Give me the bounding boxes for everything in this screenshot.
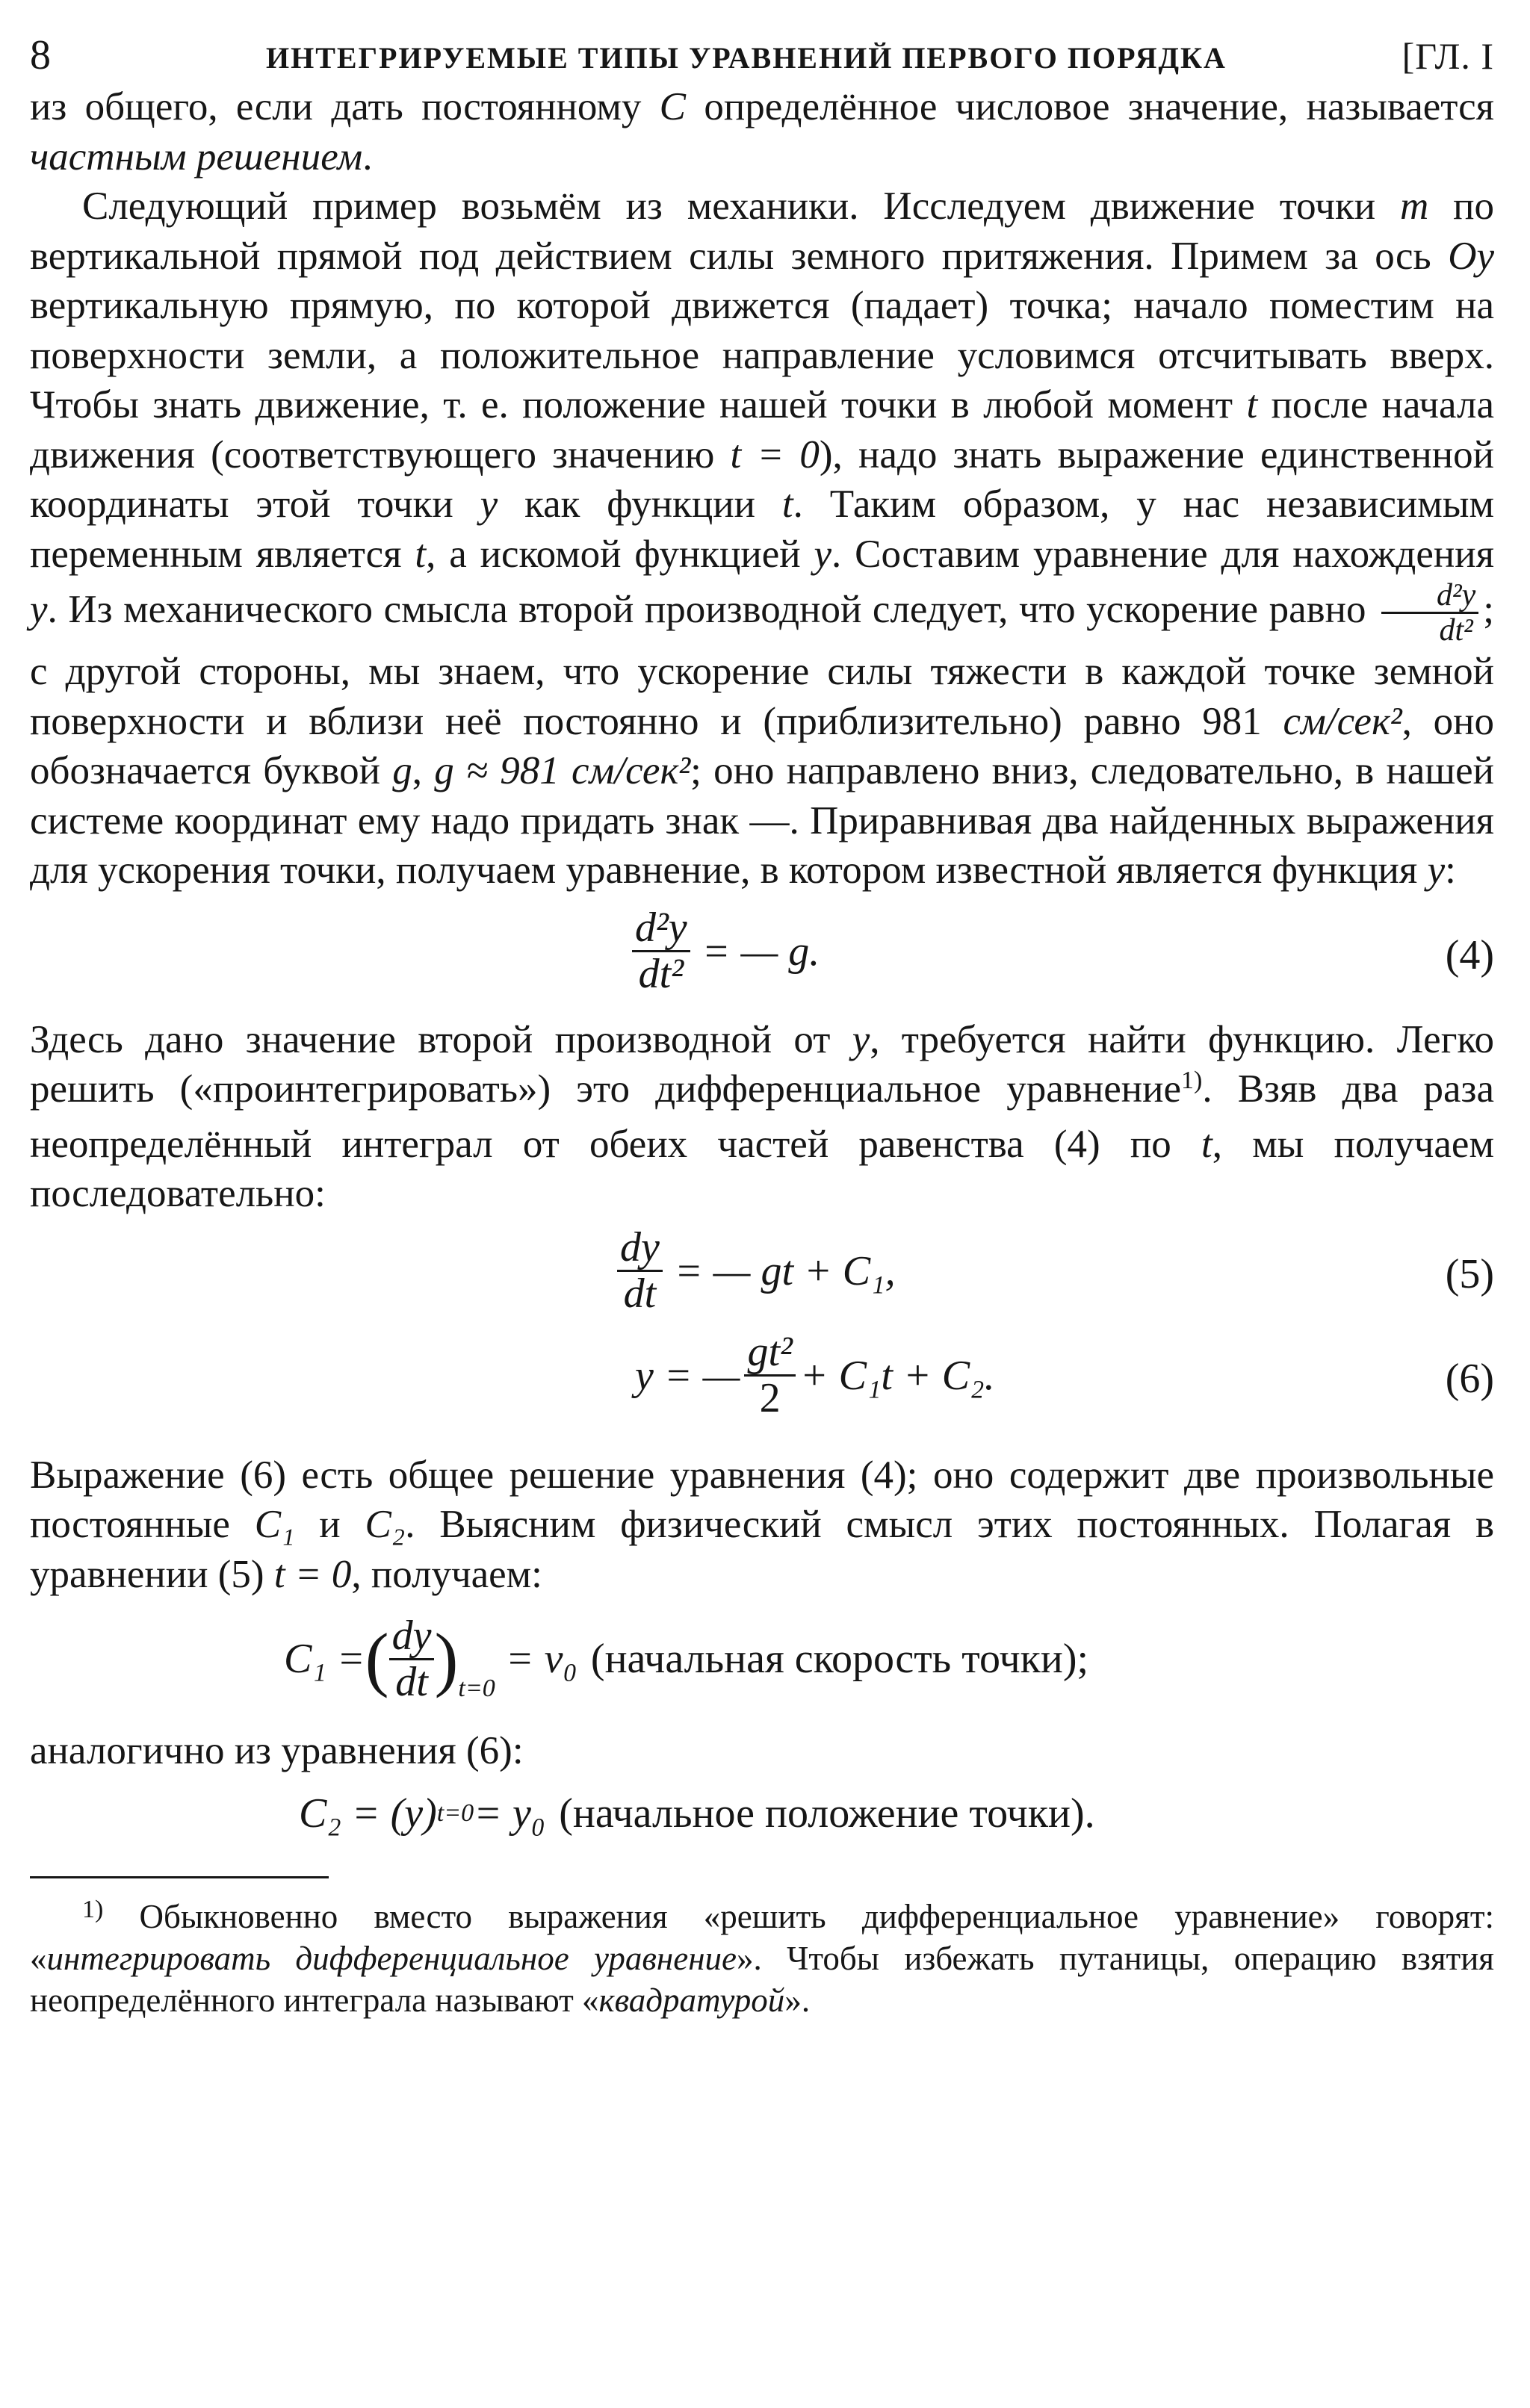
equation-5 [30, 1219, 1494, 1324]
text: , получаем: [351, 1552, 542, 1596]
footnote-mark: 1) [82, 1895, 104, 1923]
equation-rhs: + C₁t + C₂. [799, 1352, 995, 1399]
equation-rhs: = v₀ [505, 1636, 577, 1683]
var-t: t [1201, 1122, 1212, 1166]
text: : [1445, 848, 1456, 893]
equation-lhs: C₂ = (y) [299, 1790, 437, 1837]
var-y: y [814, 532, 832, 576]
fraction-denominator: dt [623, 1270, 657, 1318]
equation-number: (6) [1445, 1355, 1494, 1402]
inline-fraction-acceleration [1381, 579, 1478, 647]
text: . Составим уравнение для нахождения [831, 532, 1494, 576]
equation-note: (начальное положение точки). [559, 1790, 1095, 1837]
fraction [389, 1614, 435, 1704]
text: вертикальную прямую, по которой движется (падает) точка; начало поместим на поверхности земли, а положительное направление условимся отсчитывать вверх. Чтобы знать движение, т. е. положение нашей точки в любой момент [30, 284, 1494, 426]
text: ». Чтобы избежать путаницы, операцию взятия неопределённого интеграла называют « [30, 1939, 1495, 2019]
page-number: 8 [30, 32, 52, 78]
fraction-numerator: d²y [632, 906, 690, 952]
text: Выражение (6) есть общее решение уравнения (4); оно содержит две произвольные постоянные [30, 1453, 1494, 1547]
term-particular-solution: частным решением [30, 134, 363, 179]
text: . Из механического смысла второй производной следует, что ускорение равно [47, 587, 1378, 631]
text: после начала движения (соответствующего значению [30, 383, 1495, 477]
fraction-denominator: dt² [1439, 613, 1473, 648]
text: определённое числовое значение, называется [686, 85, 1494, 128]
t-equals-zero: t = 0 [273, 1552, 352, 1596]
book-page [30, 27, 1494, 2380]
running-title: ИНТЕГРИРУЕМЫЕ ТИПЫ УРАВНЕНИЙ ПЕРВОГО ПОРЯДКА [266, 41, 1227, 75]
const-c1: C₁ [254, 1503, 295, 1547]
fraction-numerator: gt² [744, 1330, 795, 1377]
fraction-numerator: dy [389, 1614, 435, 1660]
equation-note: (начальная скорость точки); [590, 1636, 1089, 1683]
var-y: y [1427, 848, 1446, 893]
footnote [30, 1889, 1494, 2021]
var-y: y [30, 587, 48, 631]
axis-oy: Oy [1448, 234, 1494, 278]
paragraph-analogously: аналогично из уравнения (6): [30, 1729, 524, 1773]
const-c2: C₂ [365, 1503, 406, 1547]
fraction [744, 1330, 795, 1421]
emphasis: квадратурой [598, 1981, 785, 2019]
equation-rhs: = y₀ [474, 1790, 546, 1837]
text: . Взяв два раза неопределённый интеграл от обеих частей равенства (4) по [30, 1067, 1494, 1166]
equation-4 [30, 896, 1494, 1008]
text: . [362, 134, 373, 179]
text: Следующий пример возьмём из механики. Исследуем движение точки [82, 184, 1400, 228]
text: из общего, если дать постоянному [30, 85, 660, 128]
fraction [632, 906, 690, 996]
var-g: g [392, 749, 412, 793]
chapter-marker: [ГЛ. I [1402, 35, 1494, 77]
text: , требуется найти функцию. Легко решить («проинтегрировать») это дифференциальное уравнение [30, 1017, 1494, 1111]
subscript: t=0 [436, 1799, 474, 1827]
paragraph-integration [30, 1015, 1494, 1219]
text: . Выясним физический смысл этих постоянных. Полагая в уравнении (5) [30, 1503, 1494, 1596]
var-t: t [781, 482, 793, 526]
text: , оно обозначается буквой [30, 699, 1494, 793]
subscript: t=0 [458, 1675, 495, 1703]
var-y: y [852, 1017, 870, 1061]
left-paren: ( [365, 1619, 389, 1699]
text: Здесь дано значение второй производной от [30, 1017, 852, 1061]
footnote-reference: 1) [1180, 1067, 1203, 1095]
right-paren: ) [434, 1619, 459, 1699]
t-equals-zero: t = 0 [730, 432, 820, 477]
paragraph-mechanics-example [30, 181, 1494, 896]
equation-lhs: C₁ = [284, 1636, 365, 1683]
var-t: t [415, 532, 427, 576]
var-m: m [1399, 184, 1429, 228]
text: , мы получаем последовательно: [30, 1122, 1494, 1216]
text: , [412, 749, 435, 793]
equation-rhs: = — g. [701, 928, 820, 975]
equation-initial-position [30, 1776, 1494, 1851]
text: . Таким образом, у нас независимым переменным является [30, 482, 1494, 576]
text: как функции [498, 482, 782, 526]
fraction-denominator: dt² [638, 951, 684, 998]
fraction [617, 1226, 663, 1316]
var-t: t [1246, 383, 1258, 426]
fraction-denominator: dt [395, 1658, 428, 1705]
equation-number: (4) [1445, 931, 1494, 978]
unit: см/сек² [572, 749, 691, 793]
unit: см/сек² [1283, 699, 1402, 743]
text: , а искомой функцией [426, 532, 814, 576]
footnote-rule [30, 1876, 329, 1878]
var-y: y [480, 482, 498, 526]
text: и [294, 1503, 365, 1547]
text: по вертикальной прямой под действием силы земного притяжения. Примем за ось [30, 184, 1494, 278]
emphasis: интегрировать дифференциальное уравнение [46, 1939, 737, 1977]
text: ». [784, 1981, 811, 2019]
paragraph-general-solution [30, 1450, 1494, 1600]
fraction-denominator: 2 [759, 1375, 781, 1422]
equation-initial-velocity [30, 1599, 1494, 1719]
var-c: C [659, 85, 687, 128]
text: Обыкновенно вместо выражения «решить дифференциальное уравнение» говорят: « [30, 1897, 1494, 1977]
paragraph-particular-solution [30, 82, 1494, 181]
text: ; с другой стороны, мы знаем, что ускорение силы тяжести в каждой точке земной поверхности и вблизи неё постоянно и (приблизительно) равно 981 [30, 587, 1494, 743]
equation-6 [30, 1324, 1494, 1428]
equation-rhs: = — gt + C₁, [674, 1247, 896, 1294]
text: ), надо знать выражение единственной координаты этой точки [30, 432, 1494, 526]
fraction-numerator: d²y [1381, 579, 1478, 614]
running-header [30, 27, 1494, 82]
equation-number: (5) [1445, 1250, 1494, 1297]
g-approx: g ≈ 981 [434, 749, 572, 793]
text: ; оно направлено вниз, следовательно, в нашей системе координат ему надо придать знак —. Приравнивая два найденных выражения для ускорения точки, получаем уравнение, в котором известной является функция [30, 749, 1495, 893]
fraction-numerator: dy [617, 1226, 663, 1272]
equation-lhs: y = — [635, 1352, 740, 1399]
